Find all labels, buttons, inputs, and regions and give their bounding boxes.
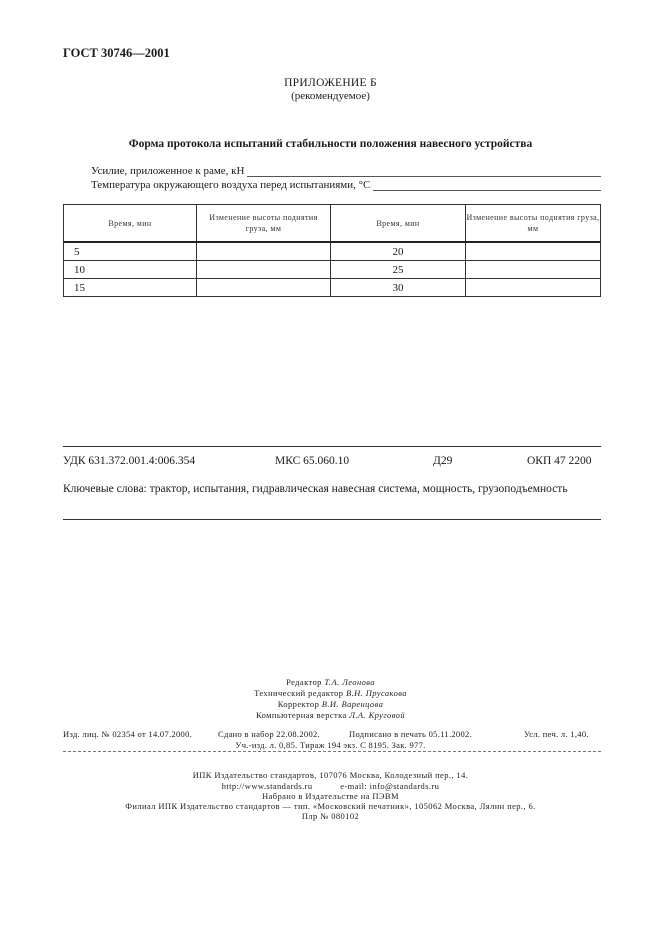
table-row: [64, 242, 601, 261]
time-cell: 25: [331, 261, 466, 279]
keywords: Ключевые слова: трактор, испытания, гидравлическая навесная система, мощность, грузоподъемность: [63, 483, 568, 495]
sheets-line: Уч.-изд. л. 0,85. Тираж 194 экз. С 8195. Зак. 977.: [235, 740, 426, 750]
height-change-cell[interactable]: [466, 242, 601, 261]
time-cell: 10: [64, 261, 197, 279]
column-header: Время, мин: [331, 205, 466, 243]
tech-editor-label: Технический редактор: [254, 688, 344, 698]
height-change-cell[interactable]: [197, 261, 331, 279]
layout-name: Л.А. Круговой: [349, 710, 405, 720]
set-date: Сдано в набор 22.08.2002.: [218, 729, 320, 739]
corrector-line: [0, 699, 661, 709]
udk-code: УДК 631.372.001.4:006.354: [63, 455, 196, 467]
height-change-cell[interactable]: [466, 261, 601, 279]
print-sheets: Усл. печ. л. 1,40.: [524, 729, 589, 739]
tech-editor-line: [0, 688, 661, 698]
time-cell: 15: [64, 279, 197, 297]
height-change-cell[interactable]: [197, 279, 331, 297]
license-number: Изд. лиц. № 02354 от 14.07.2000.: [63, 729, 193, 739]
time-cell: 5: [64, 242, 197, 261]
time-cell: 20: [331, 242, 466, 261]
force-field-blank-line[interactable]: [247, 167, 601, 177]
column-header: Время, мин: [64, 205, 197, 243]
table-row: [64, 261, 601, 279]
divider: [63, 751, 601, 752]
table-row: [64, 279, 601, 297]
protocol-table: [63, 204, 601, 297]
column-header: Изменение высоты поднятия груза, мм: [197, 205, 331, 243]
okp-code: ОКП 47 2200: [527, 455, 592, 467]
editor-name: Т.А. Леонова: [324, 677, 375, 687]
print-date: Подписано в печать 05.11.2002.: [349, 729, 472, 739]
contacts-line: [0, 781, 661, 791]
time-cell: 30: [331, 279, 466, 297]
force-field: [91, 165, 601, 177]
height-change-cell[interactable]: [466, 279, 601, 297]
form-title: Форма протокола испытаний стабильности положения навесного устройства: [128, 138, 533, 150]
force-field-label: Усилие, приложенное к раме, кН: [91, 165, 245, 177]
corrector-name: В.И. Варенцова: [321, 699, 384, 709]
group-code: Д29: [433, 455, 453, 467]
divider: [63, 519, 601, 520]
website-link[interactable]: http://www.standards.ru: [221, 781, 313, 791]
divider: [63, 446, 601, 447]
editor-line: [0, 677, 661, 687]
publisher-address: ИПК Издательство стандартов, 107076 Москва, Колодезный пер., 14.: [192, 770, 469, 780]
typeset-note: Набрано в Издательстве на ПЭВМ: [262, 791, 399, 801]
layout-line: [0, 710, 661, 720]
email-link[interactable]: e-mail: info@standards.ru: [340, 781, 440, 791]
temperature-field-label: Температура окружающего воздуха перед испытаниями, °С: [91, 179, 371, 191]
temperature-field: [91, 179, 601, 191]
mks-code: МКС 65.060.10: [275, 455, 350, 467]
column-header: Изменение высоты поднятия груза, мм: [466, 205, 601, 243]
appendix-title: ПРИЛОЖЕНИЕ Б: [284, 77, 377, 89]
temperature-field-blank-line[interactable]: [373, 181, 601, 191]
table-header-row: [64, 205, 601, 243]
printer-branch: Филиал ИПК Издательство стандартов — тип. «Московский печатник», 105062 Москва, Лялин пер., 6.: [125, 801, 536, 811]
corrector-label: Корректор: [277, 699, 320, 709]
document-code: ГОСТ 30746—2001: [63, 46, 170, 60]
height-change-cell[interactable]: [197, 242, 331, 261]
plr-number: Плр № 080102: [301, 811, 360, 821]
editor-label: Редактор: [286, 677, 322, 687]
layout-label: Компьютерная верстка: [256, 710, 347, 720]
appendix-subtitle: (рекомендуемое): [291, 90, 370, 102]
tech-editor-name: В.Н. Прусакова: [345, 688, 407, 698]
